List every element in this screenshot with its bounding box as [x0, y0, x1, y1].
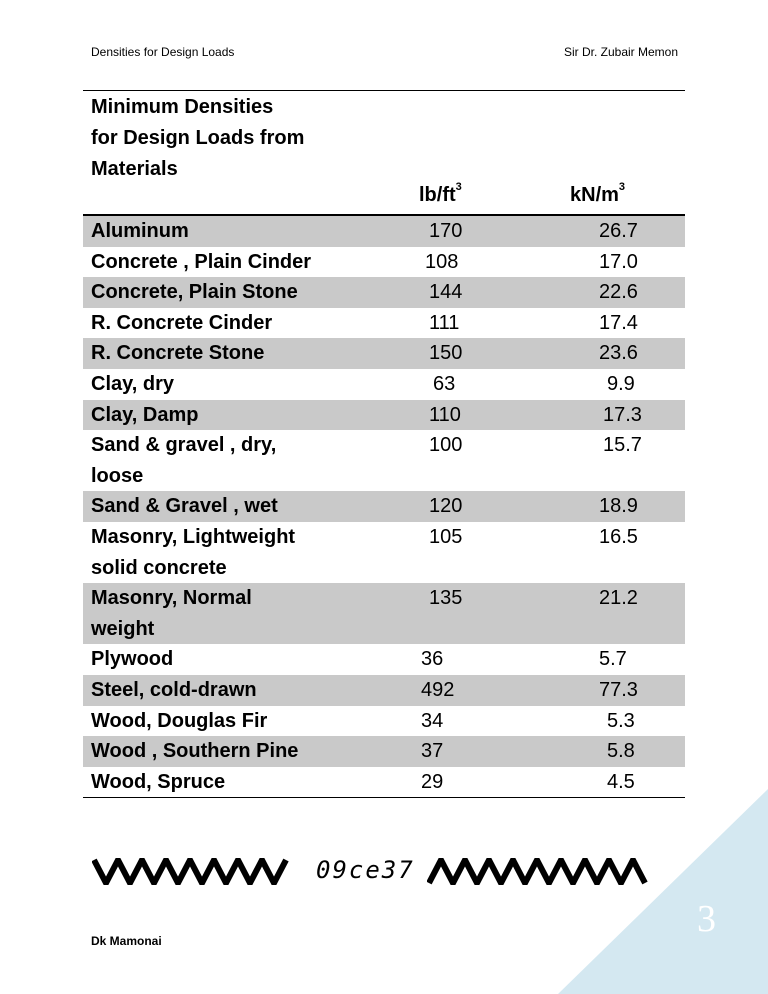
density-lb-ft3: 29 [421, 770, 444, 793]
density-lb-ft3: 37 [409, 736, 583, 767]
page-corner-triangle [558, 789, 768, 994]
density-kn-m3: 77.3 [583, 675, 685, 706]
table-row [83, 675, 685, 706]
density-kn-m3: 17.0 [599, 250, 638, 273]
material-name-line: Sand & Gravel , wet [91, 495, 278, 518]
material-name-line: Concrete, Plain Stone [91, 281, 298, 304]
header-document-title: Densities for Design Loads [91, 45, 235, 59]
density-kn-m3: 23.6 [583, 338, 685, 369]
table-title [91, 92, 351, 185]
table-title-line: Minimum Densities [91, 96, 274, 118]
material-name [83, 491, 409, 522]
density-lb-ft3: 492 [409, 675, 583, 706]
density-lb-ft3: 36 [421, 648, 444, 671]
material-name-line: R. Concrete Cinder [91, 311, 273, 334]
density-lb-ft3: 105 [429, 525, 463, 548]
material-name [83, 277, 409, 308]
material-name-line: Clay, dry [91, 372, 174, 395]
table-row [83, 491, 685, 522]
table-row [83, 583, 685, 644]
material-name [83, 522, 409, 583]
material-name [83, 644, 409, 675]
density-kn-m3: 16.5 [599, 525, 638, 548]
material-name [83, 369, 409, 400]
density-lb-ft3: 110 [409, 400, 583, 431]
material-name-line: Clay, Damp [91, 403, 199, 426]
table-row [83, 644, 685, 675]
table-row [83, 277, 685, 308]
barcode-text: 09ce37 [316, 856, 415, 884]
page-number: 3 [697, 898, 716, 940]
density-kn-m3: 5.7 [599, 648, 627, 671]
material-name [83, 706, 409, 737]
material-name-line: Wood, Douglas Fir [91, 709, 268, 732]
density-kn-m3: 5.3 [607, 709, 635, 732]
unit-lb-base: lb/ft [419, 184, 456, 206]
material-name-line: loose [91, 464, 144, 487]
density-lb-ft3: 111 [429, 311, 460, 334]
material-name [83, 736, 409, 767]
material-name [83, 430, 409, 491]
material-name [83, 247, 409, 278]
material-name-line: Concrete , Plain Cinder [91, 250, 312, 273]
density-kn-m3: 18.9 [583, 491, 685, 522]
density-kn-m3: 4.5 [607, 770, 635, 793]
material-name-line: Plywood [91, 648, 174, 671]
density-kn-m3: 21.2 [583, 583, 685, 644]
material-name-line: Steel, cold-drawn [91, 678, 257, 701]
material-name-line: solid concrete [91, 556, 227, 579]
material-name [83, 308, 409, 339]
zigzag-decoration-left [92, 858, 290, 885]
unit-kn-base: kN/m [570, 184, 619, 206]
unit-header-kn-m3 [570, 181, 626, 207]
material-name-line: Masonry, Normal [91, 587, 252, 610]
density-kn-m3: 17.3 [583, 400, 685, 431]
material-name [83, 767, 409, 798]
density-lb-ft3: 120 [409, 491, 583, 522]
density-lb-ft3: 108 [425, 250, 459, 273]
unit-lb-exponent: 3 [455, 181, 462, 193]
density-lb-ft3: 150 [409, 338, 583, 369]
table-row [83, 522, 685, 583]
table-row [83, 400, 685, 431]
unit-header-lb-ft3 [419, 181, 462, 207]
table-row [83, 338, 685, 369]
density-lb-ft3: 100 [429, 434, 463, 457]
material-name [83, 583, 409, 644]
density-lb-ft3: 34 [421, 709, 444, 732]
material-name-line: Masonry, Lightweight [91, 525, 296, 548]
table-row [83, 430, 685, 491]
density-kn-m3: 5.8 [583, 736, 685, 767]
table-row [83, 736, 685, 767]
density-kn-m3: 15.7 [603, 434, 642, 457]
density-lb-ft3: 63 [433, 372, 456, 395]
densities-table [83, 216, 685, 797]
material-name [83, 338, 409, 369]
table-row [83, 369, 685, 400]
density-lb-ft3: 135 [409, 583, 583, 644]
header-author: Sir Dr. Zubair Memon [563, 45, 678, 59]
material-name-line: R. Concrete Stone [91, 342, 265, 365]
table-title-line: for Design Loads from [91, 127, 305, 149]
material-name-line: Wood, Spruce [91, 770, 226, 793]
table-row [83, 216, 685, 247]
table-row [83, 308, 685, 339]
density-kn-m3: 9.9 [607, 372, 635, 395]
footer-author: Dk Mamonai [91, 934, 162, 948]
table-row [83, 706, 685, 737]
density-lb-ft3: 144 [409, 277, 583, 308]
top-rule [83, 90, 685, 91]
material-name-line: Sand & gravel , dry, [91, 434, 277, 457]
density-lb-ft3: 170 [409, 216, 583, 247]
material-name-line: Aluminum [91, 220, 189, 242]
material-name-line: weight [91, 617, 155, 640]
material-name [83, 400, 409, 431]
material-name-line: Wood , Southern Pine [91, 740, 299, 763]
density-kn-m3: 26.7 [583, 216, 685, 247]
unit-kn-exponent: 3 [618, 181, 626, 193]
material-name [83, 216, 409, 247]
material-name [83, 675, 409, 706]
density-kn-m3: 17.4 [599, 311, 638, 334]
table-title-line: Materials [91, 158, 178, 180]
density-kn-m3: 22.6 [583, 277, 685, 308]
table-row [83, 247, 685, 278]
